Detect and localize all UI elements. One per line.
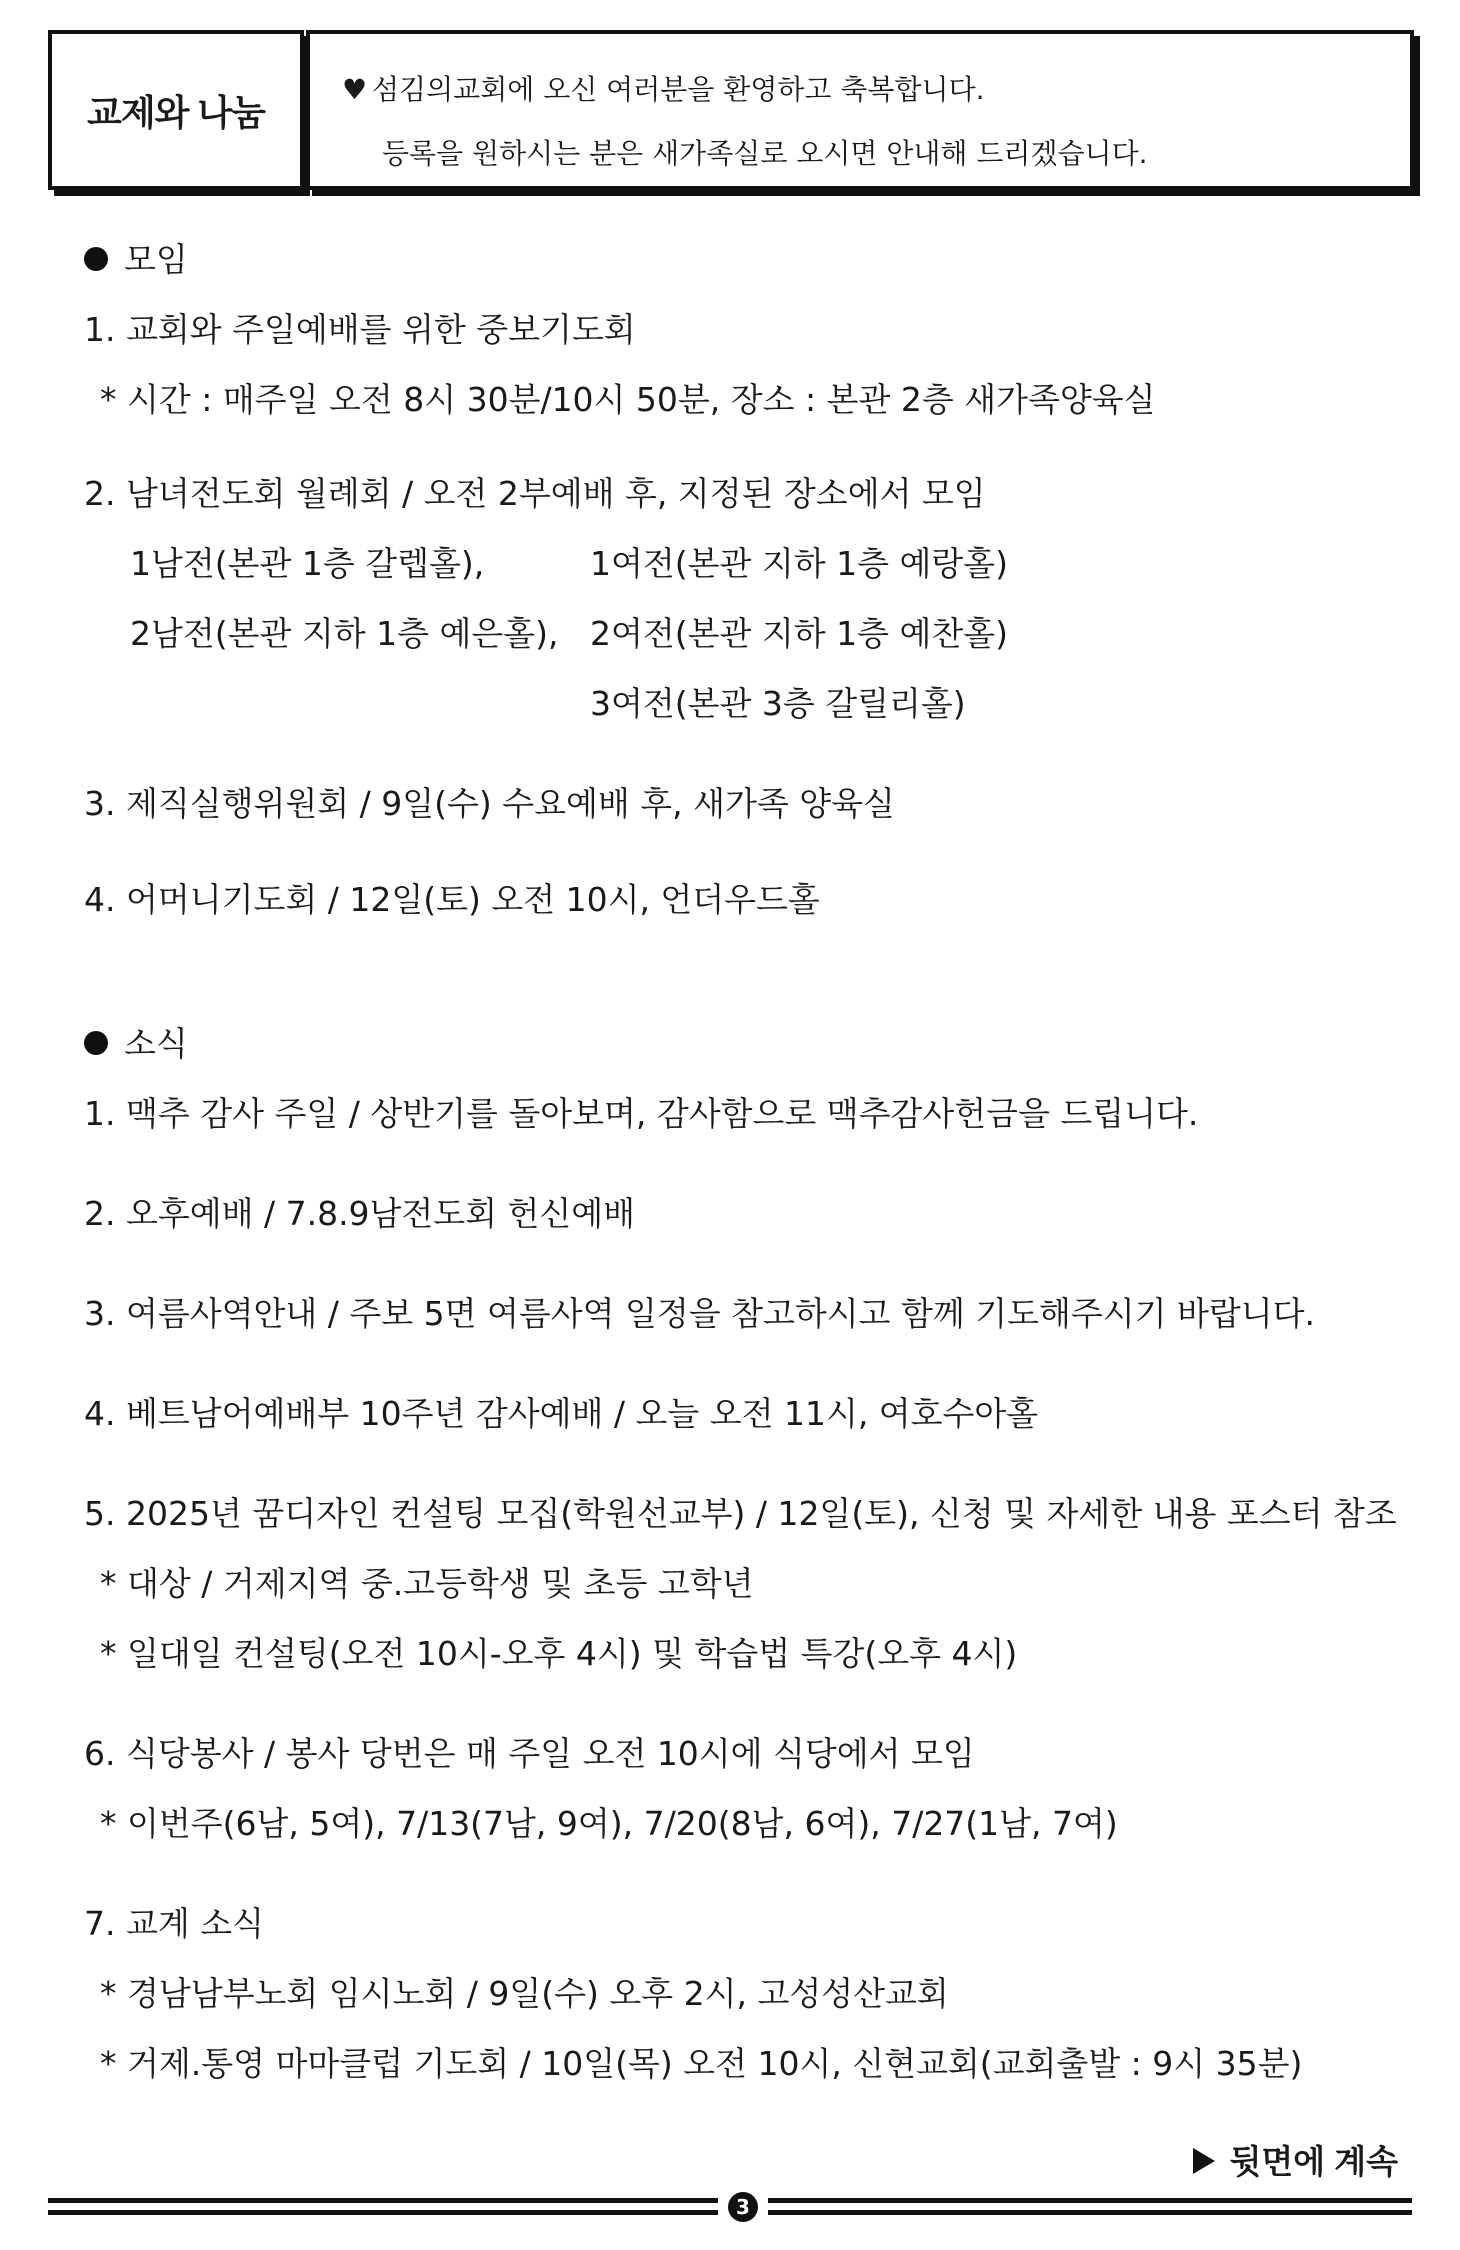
news-item-3: 3. 여름사역안내 / 주보 5면 여름사역 일정을 참고하시고 함께 기도해주시기 바랍니다. (84, 1294, 1315, 1333)
gathering-item-1-detail: * 시간 : 매주일 오전 8시 30분/10시 50분, 장소 : 본관 2층 새가족양육실 (100, 380, 1156, 419)
welcome-box (306, 30, 1414, 190)
footer-rule-left-top (48, 2198, 718, 2203)
women-group-3: 3여전(본관 3층 갈릴리홀) (590, 684, 966, 723)
news-item-7: 7. 교계 소식 (84, 1904, 264, 1943)
welcome-line-2: 등록을 원하시는 분은 새가족실로 오시면 안내해 드리겠습니다. (382, 137, 1148, 170)
women-group-2: 2여전(본관 지하 1층 예찬홀) (590, 614, 1008, 653)
news-item-5-detail-b: * 일대일 컨설팅(오전 10시-오후 4시) 및 학습법 특강(오후 4시) (100, 1634, 1018, 1673)
news-item-2: 2. 오후예배 / 7.8.9남전도회 헌신예배 (84, 1194, 636, 1233)
gathering-item-3: 3. 제직실행위원회 / 9일(수) 수요예배 후, 새가족 양육실 (84, 784, 895, 823)
news-item-1: 1. 맥추 감사 주일 / 상반기를 돌아보며, 감사함으로 맥추감사헌금을 드립니다. (84, 1094, 1199, 1133)
gathering-item-1: 1. 교회와 주일예배를 위한 중보기도회 (84, 310, 636, 349)
gathering-item-2: 2. 남녀전도회 월례회 / 오전 2부예배 후, 지정된 장소에서 모임 (84, 474, 986, 513)
news-item-6-detail: * 이번주(6남, 5여), 7/13(7남, 9여), 7/20(8남, 6여), 7/27(1남, 7여) (100, 1804, 1118, 1843)
news-item-5-detail-a: * 대상 / 거제지역 중.고등학생 및 초등 고학년 (100, 1564, 754, 1603)
footer-rule-right-top (768, 2198, 1412, 2203)
footer-rule-right-bottom (768, 2210, 1412, 2215)
women-group-1: 1여전(본관 지하 1층 예랑홀) (590, 544, 1008, 583)
play-triangle-icon (1193, 2148, 1215, 2174)
continue-label: 뒷면에 계속 (1229, 2143, 1398, 2180)
welcome-text-1: 섬김의교회에 오신 여러분을 환영하고 축복합니다. (372, 73, 985, 106)
news-item-7-detail-a: * 경남남부노회 임시노회 / 9일(수) 오후 2시, 고성성산교회 (100, 1974, 949, 2013)
men-group-2: 2남전(본관 지하 1층 예은홀), (130, 614, 559, 653)
section-title (48, 30, 304, 190)
news-item-6: 6. 식당봉사 / 봉사 당번은 매 주일 오전 10시에 식당에서 모임 (84, 1734, 975, 1773)
men-group-1: 1남전(본관 1층 갈렙홀), (130, 544, 485, 583)
continue-note (1193, 2136, 1398, 2183)
news-heading-text: 소식 (124, 1024, 188, 1063)
bullet-icon (84, 247, 108, 271)
page-number-badge (728, 2192, 758, 2222)
gathering-heading-text: 모임 (124, 240, 188, 279)
section-title-text: 교제와 나눔 (87, 91, 265, 133)
news-item-7-detail-b: * 거제.통영 마마클럽 기도회 / 10일(목) 오전 10시, 신현교회(교회출발 : 9시 35분) (100, 2044, 1303, 2083)
page-number: 3 (736, 2195, 750, 2219)
bullet-icon (84, 1031, 108, 1055)
news-item-5: 5. 2025년 꿈디자인 컨설팅 모집(학원선교부) / 12일(토), 신청 및 자세한 내용 포스터 참조 (84, 1494, 1397, 1533)
gathering-item-4: 4. 어머니기도회 / 12일(토) 오전 10시, 언더우드홀 (84, 880, 820, 919)
footer-rule-left-bottom (48, 2210, 718, 2215)
welcome-line-1 (342, 68, 985, 108)
gathering-heading (84, 240, 188, 280)
news-heading (84, 1024, 188, 1064)
heart-icon: ♥ (342, 73, 368, 106)
news-item-4: 4. 베트남어예배부 10주년 감사예배 / 오늘 오전 11시, 여호수아홀 (84, 1394, 1039, 1433)
